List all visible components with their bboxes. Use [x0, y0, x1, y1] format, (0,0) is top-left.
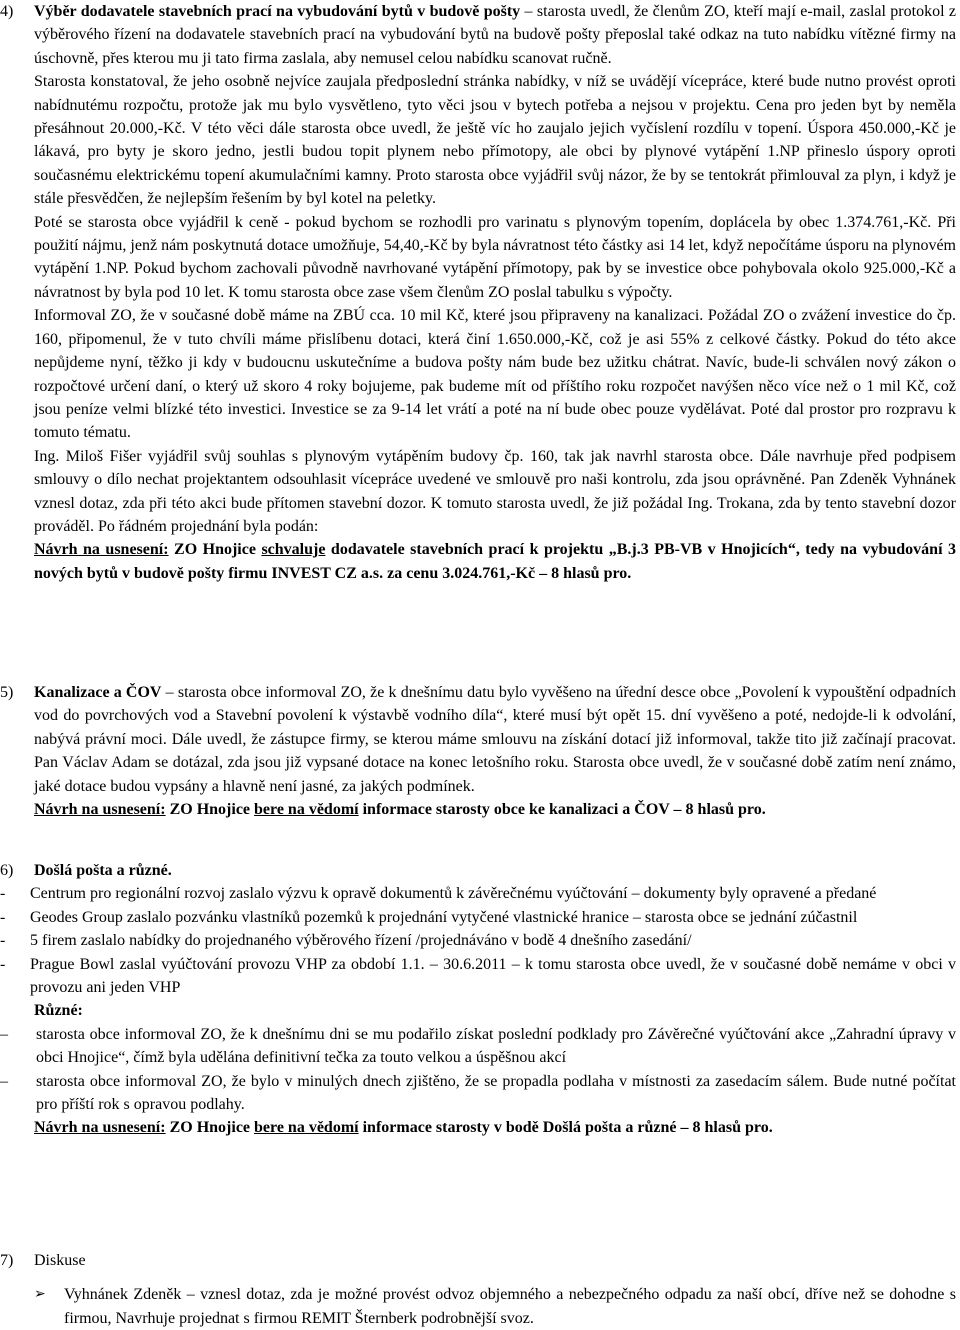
- list-item: - Centrum pro regionální rozvoj zaslalo výzvu k opravě dokumentů k závěrečnému vyúčtování – dokumenty byly opravené a předané: [0, 885, 877, 903]
- section-title-line: [34, 859, 956, 882]
- list-item: - Geodes Group zaslalo pozvánku vlastníků pozemků k projednání vytyčené vlastnické hranice – starosta obce se jednání zúčastnil: [0, 908, 858, 926]
- list-item: - Prague Bowl zaslal vyúčtování provozu VHP za období 1.1. – 30.6.2011 – k tomu starosta obce uvedl, že v současné době nemáme v obci v provozu ani jeden VHP: [0, 955, 956, 997]
- subheading: Různé:: [34, 1002, 83, 1020]
- section-title: Došlá pošta a různé.: [34, 862, 172, 879]
- paragraph: Ing. Miloš Fišer vyjádřil svůj souhlas s plynovým vytápěním budovy čp. 160, tak jak navrhl starosta obce. Dále navrhuje před podpisem smlouvy o dílo nechat projektantem odsouhlasit vícepráce uvedené ve smlouvě pro naši kontrolu, zda jsou oprávněné. Pan Zdeněk Vyhnánek vznesl dotaz, zda při této akci bude přítomen stavební dozor. K tomuto starosta uvedl, že již požádal Ing. Trokana, zda by tento stavební dozor prováděl. Po řádném projednání byla podán:: [34, 447, 956, 535]
- resolution-label: Návrh na usnesení:: [34, 541, 169, 559]
- section-title: Výběr dodavatele stavebních prací na vybudování bytů v budově pošty: [34, 3, 521, 20]
- list-item: – starosta obce informoval ZO, že k dnešnímu dni se mu podařilo získat poslední podklady pro Závěrečné vyúčtování akce „Zahradní úpravy v obci Hnojice“, čímž byla udělána definitivní tečka za touto velkou a úspěšnou akcí: [0, 1025, 956, 1067]
- discussion-list: [34, 1283, 956, 1330]
- list-item: – starosta obce informoval ZO, že bylo v minulých dnech zjištěno, že se propadla podlaha v místnosti za zasedacím sálem. Bude nutné počítat pro příští rok s opravou podlahy.: [0, 1072, 956, 1114]
- intro-text: – starosta uvedl, že členům ZO, kteří mají e-mail, zaslal protokol z výběrového řízení na dodavatele stavebních prací na vybudování bytů na budově pošty přeposlal také odkaz na tuto nabídku vítězné firmy na úschovně, přes kterou mu ji tato firma zaslala, aby nemusel celou nabídku scanovat ručně.: [34, 3, 956, 67]
- resolution: Návrh na usnesení: ZO Hnojice bere na vědomí informace starosty v bodě Došlá pošta a různé – 8 hlasů pro.: [34, 1119, 773, 1137]
- section-title: Kanalizace a ČOV: [34, 684, 162, 701]
- resolution-verb: bere na vědomí: [254, 801, 359, 819]
- resolution-label: Návrh na usnesení:: [34, 1119, 166, 1137]
- paragraph: Informoval ZO, že v současné době máme na ZBÚ cca. 10 mil Kč, které jsou připraveny na kanalizaci. Požádal ZO o zvážení investice do čp. 160, připomenul, že v tuto chvíli máme přislíbenu dotaci, která činí 1.650.000,-Kč, což je asi 55% z celkové částky. Pokud do této akce nepůjdeme nyní, těžko ji kdy v budoucnu uskutečníme a budova pošty nám bude bez užitku chátrat. Navíc, bude-li schválen nový zákon o rozpočtové určení daní, o který už skoro 4 roky bojujeme, pak budeme mít od příštího roku rozpočet navýšen něco více než o 1 mil Kč, což jsou peníze velmi blízké této investici. Investice se za 9-14 let vrátí a poté na ní bude obec pouze vydělávat. Poté dal prostor pro rozpravu k tomuto tématu.: [34, 307, 956, 442]
- list-item: ➢ Vyhnánek Zdeněk – vznesl dotaz, zda je možné provést odvoz objemného a nebezpečného odpadu za naší obcí, dříve než se dohodne s firmou, Navrhuje projednat s firmou REMIT Šternberk podrobnější svoz.: [34, 1283, 956, 1330]
- mail-list: [0, 882, 956, 999]
- resolution-verb: bere na vědomí: [254, 1119, 359, 1137]
- section-body: [34, 681, 956, 821]
- misc-list: [0, 1023, 956, 1117]
- section-body: [34, 0, 956, 585]
- section-title: Diskuse: [34, 1252, 86, 1269]
- resolution-label: Návrh na usnesení:: [34, 801, 166, 819]
- section-intro: Kanalizace a ČOV – starosta obce informoval ZO, že k dnešnímu datu bylo vyvěšeno na úřední desce obce „Povolení k vypouštění odpadních vod do povrchových vod a Stavební povolení k výstavbě vodního díla“, které musí být opět 15. dní vyvěšeno a poté, nedojde-li k odvolání, nabývá právní moci. Dále uvedl, že zástupce firmy, se kterou máme smlouvu na získání dotací již informoval, takže tito již začínají pracovat. Pan Václav Adam se dotázal, zda jsou již vypsané dotace na konec letošního roku. Starosta obce uvedl, že v současné době zatím není známo, jaké dotace budou vypsány a hlavně není jasné, za jakých podmínek.: [34, 684, 957, 795]
- section-number: 5): [0, 684, 14, 701]
- section-number: 6): [0, 862, 14, 879]
- section-number: 4): [0, 3, 14, 20]
- resolution: Návrh na usnesení: ZO Hnojice schvaluje dodavatele stavebních prací k projektu „B.j.3 PB-VB v Hnojicích“, tedy na vybudování 3 nových bytů v budově pošty firmu INVEST CZ a.s. za cenu 3.024.761,-Kč – 8 hlasů pro.: [34, 541, 957, 582]
- resolution: Návrh na usnesení: ZO Hnojice bere na vědomí informace starosty obce ke kanalizaci a ČOV – 8 hlasů pro.: [34, 801, 766, 819]
- section-body: [34, 1249, 956, 1330]
- paragraph: Starosta konstatoval, že jeho osobně nejvíce zaujala předposlední stránka nabídky, v níž se uvádějí vícepráce, které bude nutno provést oproti nabídnutému rozpočtu, protože jak mu bylo vysvětleno, tyto věci jsou v bytech potřeba a nejsou v projektu. Cena pro jeden byt by neměla přesáhnout 20.000,-Kč. V této věci dále starosta obce uvedl, že ještě víc ho zaujalo jejich vyčíslení rozdílu v topení. Úspora 450.000,-Kč je lákavá, pro byty je skoro jedno, jestli budou topit plynem nebo přímotopy, ale obci by plynové vytápění 1.NP přineslo úspory oproti současnému elektrickému topení akumulačními kamny. Proto starosta obce vyjádřil svůj názor, že by se tentokrát přimlouval za plyn, i když je stále přesvědčen, že nejlepším řešením by byl kotel na peletky.: [34, 73, 956, 208]
- section-body: [0, 859, 956, 1140]
- section-number: 7): [0, 1252, 14, 1269]
- resolution-verb: schvaluje: [261, 541, 326, 559]
- arrow-bullet-icon: ➢: [34, 1286, 46, 1303]
- section-intro: [34, 0, 956, 70]
- list-item: - 5 firem zaslalo nabídky do projednaného výběrového řízení /projednáváno v bodě 4 dnešního zasedání/: [0, 932, 692, 950]
- paragraph: Poté se starosta obce vyjádřil k ceně - pokud bychom se rozhodli pro varinatu s plynovým topením, doplácela by obec 1.374.761,-Kč. Při použití nájmu, jenž nám poskytnutá dotace umožňuje, 54,40,-Kč by byla návratnost této částky asi 14 let, když nepočítáme úsporu na plynovém vytápění 1.NP. Pokud bychom zachovali původně navrhované vytápění přímotopy, pak by se investice obce pohybovala okolo 925.000,-Kč a návratnost by byla pod 10 let. K tomu starosta obce zase všem členům ZO poslal tabulku s výpočty.: [34, 213, 956, 301]
